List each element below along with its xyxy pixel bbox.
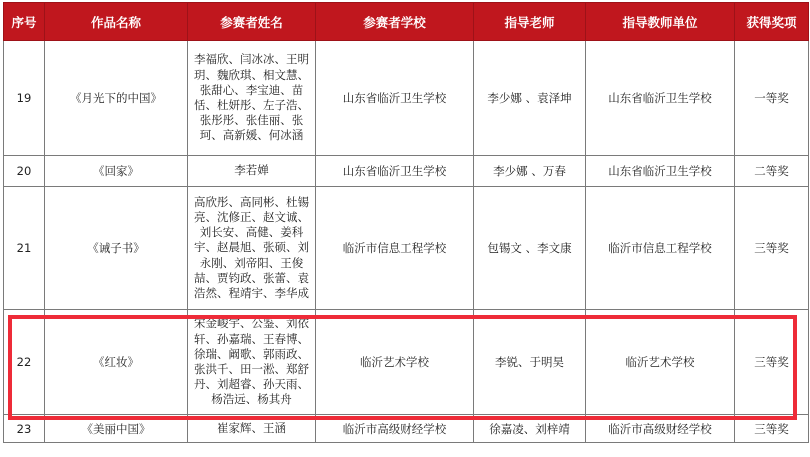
table-row — [4, 156, 809, 187]
cell-award: 三等奖 — [735, 187, 809, 310]
cell-participants: 李若婵 — [188, 156, 316, 187]
cell-advisor: 包锡文 、李文康 — [474, 187, 586, 310]
cell-work: 《美丽中国》 — [45, 415, 188, 443]
cell-index: 20 — [4, 156, 45, 187]
cell-participants: 崔家辉、王涵 — [188, 415, 316, 443]
cell-index: 22 — [4, 310, 45, 415]
awards-table — [3, 2, 809, 443]
cell-participants: 宋金峻宇、公鉴、刘依轩、孙嘉瑞、王春博、徐瑞、阚歌、郭雨政、张洪千、田一淞、郑舒丹、刘超睿、孙天雨、杨浩远、杨其舟 — [188, 310, 316, 415]
cell-school: 山东省临沂卫生学校 — [316, 156, 474, 187]
header-index: 序号 — [4, 3, 45, 41]
cell-advisor-unit: 临沂市高级财经学校 — [586, 415, 735, 443]
header-school: 参赛者学校 — [316, 3, 474, 41]
cell-advisor: 李锐、于明昊 — [474, 310, 586, 415]
cell-advisor: 李少娜 、袁泽坤 — [474, 41, 586, 156]
cell-work: 《月光下的中国》 — [45, 41, 188, 156]
header-advisor-unit: 指导教师单位 — [586, 3, 735, 41]
cell-index: 19 — [4, 41, 45, 156]
header-row — [4, 3, 809, 41]
cell-school: 临沂艺术学校 — [316, 310, 474, 415]
table-row — [4, 415, 809, 443]
cell-advisor-unit: 临沂市信息工程学校 — [586, 187, 735, 310]
cell-work: 《红妆》 — [45, 310, 188, 415]
cell-index: 21 — [4, 187, 45, 310]
cell-school: 临沂市信息工程学校 — [316, 187, 474, 310]
cell-participants: 高欣彤、高同彬、杜锡亮、沈修正、赵文诚、刘长安、高健、姜科宇、赵晨旭、张硕、刘永刚、刘帝阳、王俊喆、贾钧政、张蕾、袁浩然、程靖宇、李华成 — [188, 187, 316, 310]
cell-award: 三等奖 — [735, 310, 809, 415]
table-row — [4, 41, 809, 156]
cell-advisor: 徐嘉凌、刘梓靖 — [474, 415, 586, 443]
cell-advisor-unit: 临沂艺术学校 — [586, 310, 735, 415]
cell-advisor: 李少娜 、万春 — [474, 156, 586, 187]
header-advisor: 指导老师 — [474, 3, 586, 41]
cell-work: 《回家》 — [45, 156, 188, 187]
cell-advisor-unit: 山东省临沂卫生学校 — [586, 156, 735, 187]
table-row — [4, 187, 809, 310]
cell-work: 《诫子书》 — [45, 187, 188, 310]
cell-advisor-unit: 山东省临沂卫生学校 — [586, 41, 735, 156]
cell-school: 临沂市高级财经学校 — [316, 415, 474, 443]
cell-participants: 李福欣、闫冰冰、王明玥、魏欣琪、相文慧、张甜心、李宝迪、苗恬、杜妍彤、左子浩、张彤彤、张佳丽、张珂、高新媛、何冰涵 — [188, 41, 316, 156]
cell-index: 23 — [4, 415, 45, 443]
table-row — [4, 310, 809, 415]
cell-award: 三等奖 — [735, 415, 809, 443]
cell-award: 一等奖 — [735, 41, 809, 156]
header-participants: 参赛者姓名 — [188, 3, 316, 41]
cell-award: 二等奖 — [735, 156, 809, 187]
cell-school: 山东省临沂卫生学校 — [316, 41, 474, 156]
header-award: 获得奖项 — [735, 3, 809, 41]
header-work: 作品名称 — [45, 3, 188, 41]
